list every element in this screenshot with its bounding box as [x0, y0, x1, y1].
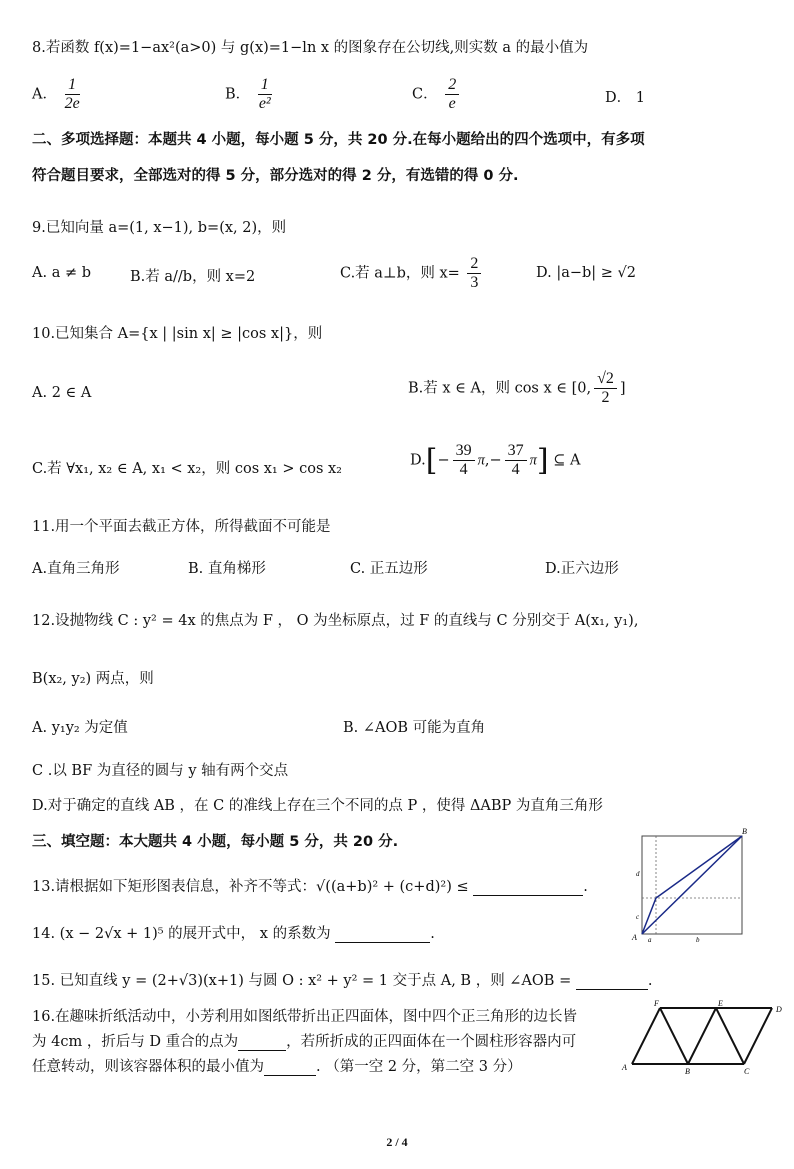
denominator: 2	[601, 389, 610, 406]
numerator: 37	[505, 442, 527, 461]
fraction	[65, 76, 80, 113]
label-d: d	[636, 870, 640, 878]
q16-text: 任意转动，则该容器体积的最小值为	[32, 1059, 264, 1075]
numerator: 1	[258, 76, 272, 95]
q10-option-d: D.[− $\frac{39}{4}$ π,− $\frac{37}{4}$ π] ⊆ A	[410, 442, 581, 478]
q10-stem: 10.已知集合 A={x | |sin x| ≥ |cos x|}，则	[32, 326, 323, 342]
numerator: √2	[594, 370, 617, 389]
denominator: 4	[511, 461, 520, 478]
q8-option-a	[32, 76, 83, 113]
q8-option-b	[225, 76, 275, 113]
q11-option-c: C. 正五边形	[350, 561, 428, 577]
q15-answer-blank[interactable]	[576, 989, 648, 990]
strip-lines	[632, 1008, 772, 1064]
section3-heading: 三、填空题：本大题共 4 小题，每小题 5 分，共 20 分.	[32, 834, 399, 850]
option-text: B.若 x ∈ A，则 cos x ∈ [0,	[408, 380, 592, 397]
fraction	[258, 76, 272, 113]
label-a-point: A	[632, 933, 637, 942]
fraction	[594, 370, 617, 407]
fraction	[505, 442, 527, 479]
q8-option-d	[605, 86, 645, 107]
q16-text: . （第一空 2 分，第二空 3 分）	[316, 1059, 522, 1075]
q12-option-d: D.对于确定的直线 AB ，在 C 的准线上存在三个不同的点 P ，使得 ΔABP 为直角三角形	[32, 798, 603, 814]
q13-text: 13.请根据如下矩形图表信息，补齐不等式：√((a+b)² + (c+d)²) ≤ .	[32, 879, 588, 895]
numerator: 39	[453, 442, 475, 461]
option-text: C.若 a⊥b，则 x=	[340, 265, 460, 282]
q16-line3	[32, 1055, 522, 1076]
numerator: 2	[445, 76, 459, 95]
q9-option-a: A. a ≠ b	[32, 265, 91, 281]
q8-option-c	[412, 76, 462, 113]
q16-text: ，若所折成的正四面体在一个圆柱形容器内可	[286, 1034, 577, 1050]
numerator: 1	[65, 76, 80, 95]
q14-stem: 14. (x − 2√x + 1)⁵ 的展开式中， x 的系数为	[32, 926, 331, 942]
section2-line2: 符合题目要求，全部选对的得 5 分，部分选对的得 2 分，有选错的得 0 分.	[32, 168, 519, 184]
q9-option-c	[340, 255, 484, 292]
option-label: C．	[412, 86, 438, 103]
denominator: e²	[258, 95, 271, 112]
q9-option-d: D. |a−b| ≥ √2	[536, 265, 637, 281]
q10-option-c: C.若 ∀x₁, x₂ ∈ A, x₁ < x₂，则 cos x₁ > cos x₂	[32, 461, 342, 477]
option-label: D.	[410, 452, 426, 469]
q14-text: 14. (x − 2√x + 1)⁵ 的展开式中， x 的系数为 .	[32, 926, 435, 942]
q9-stem: 9.已知向量 a=(1, x−1), b=(x, 2)，则	[32, 220, 287, 236]
q12-option-c: C .以 BF 为直径的圆与 y 轴有两个交点	[32, 763, 289, 779]
fraction	[467, 255, 481, 292]
rectangle-chart-figure	[630, 828, 752, 946]
q16-blank-1[interactable]	[238, 1050, 286, 1051]
q11-option-d: D.正六边形	[545, 561, 619, 577]
q13-answer-blank[interactable]	[473, 895, 583, 896]
q16-line1: 16.在趣味折纸活动中，小芳利用如图纸带折出正四面体，图中四个正三角形的边长皆	[32, 1009, 578, 1025]
q11-option-a: A.直角三角形	[32, 561, 120, 577]
q11-stem: 11.用一个平面去截正方体，所得截面不可能是	[32, 519, 331, 535]
left-bracket: [	[425, 443, 438, 478]
denominator: 4	[459, 461, 468, 478]
q13-stem: 13.请根据如下矩形图表信息，补齐不等式：√((a+b)² + (c+d)²) ≤	[32, 879, 469, 895]
label-f: F	[654, 999, 659, 1008]
q14-answer-blank[interactable]	[335, 942, 430, 943]
label-c: c	[636, 913, 640, 921]
option-label: D．	[605, 90, 632, 106]
q8-stem: 8.若函数 f(x)=1−ax²(a>0) 与 g(x)=1−ln x 的图象存在公切线,则实数 a 的最小值为	[32, 40, 589, 56]
q15-stem: 15. 已知直线 y = (2+√3)(x+1) 与圆 O : x² + y² = 1 交于点 A, B ，则 ∠AOB =	[32, 973, 572, 989]
q12-option-a: A. y₁y₂ 为定值	[32, 720, 128, 736]
q16-blank-2[interactable]	[264, 1075, 316, 1076]
option-text: ⊆ A	[553, 452, 581, 469]
fraction	[453, 442, 475, 479]
label-e: E	[718, 999, 723, 1008]
label-a: a	[648, 936, 652, 944]
q16-line2	[32, 1030, 576, 1051]
diagonal-ab	[642, 836, 742, 934]
q12-stem-cont: B(x₂, y₂) 两点，则	[32, 671, 154, 687]
option-text: 1	[635, 90, 645, 106]
label-a-point: A	[622, 1063, 627, 1072]
q9-option-b: B.若 a//b，则 x=2	[130, 269, 256, 285]
option-label: A．	[32, 86, 57, 103]
label-d-point: D	[776, 1005, 782, 1014]
denominator: 2e	[64, 95, 80, 112]
fraction	[445, 76, 459, 113]
label-c-point: C	[744, 1067, 750, 1076]
label-b: b	[696, 936, 700, 944]
option-label: B．	[225, 86, 251, 103]
label-b-point: B	[685, 1067, 690, 1076]
q12-option-b: B. ∠AOB 可能为直角	[343, 720, 486, 736]
numerator: 2	[467, 255, 481, 274]
option-text: ]	[619, 380, 626, 397]
section2-line1: 二、多项选择题：本题共 4 小题，每小题 5 分，共 20 分.在每小题给出的四个选项中，有多项	[32, 132, 645, 148]
q16-text: 为 4cm ，折后与 D 重合的点为	[32, 1034, 239, 1050]
q12-stem: 12.设抛物线 C : y² = 4x 的焦点为 F ， O 为坐标原点，过 F 的直线与 C 分别交于 A(x₁, y₁),	[32, 613, 639, 629]
q10-option-b	[408, 370, 626, 407]
paper-strip-figure	[618, 998, 790, 1076]
q11-option-b: B. 直角梯形	[188, 561, 266, 577]
denominator: e	[448, 95, 456, 112]
denominator: 3	[470, 274, 479, 291]
right-bracket: ]	[536, 443, 549, 478]
page-number: 2 / 4	[386, 1135, 408, 1149]
label-b-point: B	[742, 828, 747, 836]
q15-text: 15. 已知直线 y = (2+√3)(x+1) 与圆 O : x² + y² = 1 交于点 A, B ，则 ∠AOB = .	[32, 973, 653, 989]
q10-option-a: A. 2 ∈ A	[32, 385, 92, 401]
